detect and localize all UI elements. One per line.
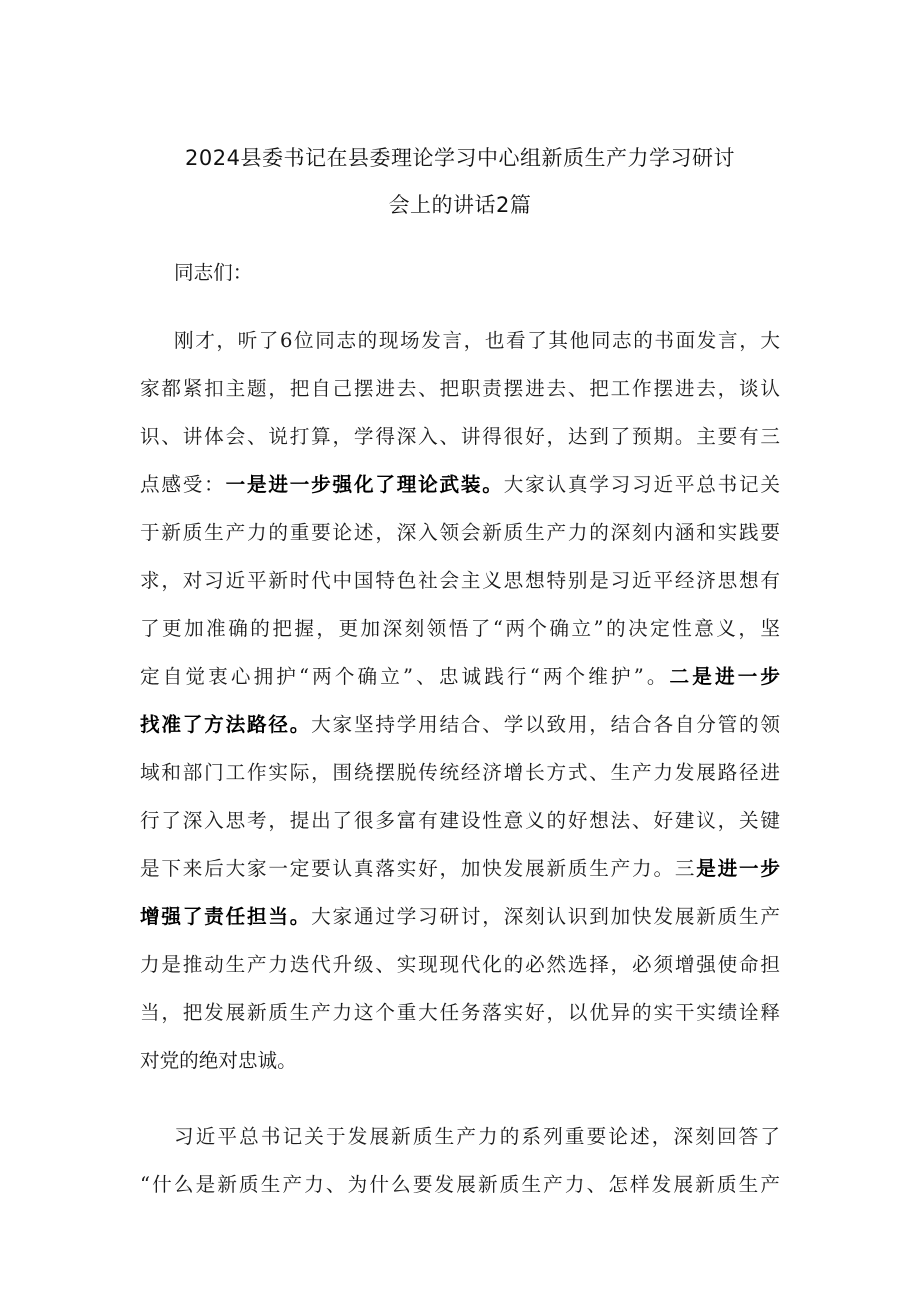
bold-point-1: 一是进一步强化了理论武装。	[225, 473, 504, 496]
paragraph-line: 刚才，听了6位同志的现场发言，也看了其他同志的书面发言，大	[174, 329, 780, 352]
text-run: 大家坚持学用结合、学以致用，结合各自分管的领	[311, 713, 781, 736]
paragraph-line: 对党的绝对忠诚。	[140, 1049, 297, 1072]
paragraph-line: 于新质生产力的重要论述，深入领会新质生产力的深刻内涵和实践要	[140, 521, 780, 544]
paragraph-line: 当，把发展新质生产力这个重大任务落实好，以优异的实干实绩诠释	[140, 1001, 780, 1024]
bold-point-3-end: 增强了责任担当。	[140, 905, 312, 928]
text-run: 点感受：	[140, 473, 226, 496]
paragraph-line: 识、讲体会、说打算，学得深入、讲得很好，达到了预期。主要有三	[140, 425, 780, 448]
paragraph-line: 习近平总书记关于发展新质生产力的系列重要论述，深刻回答了	[174, 1125, 780, 1148]
paragraph-line: 家都紧扣主题，把自己摆进去、把职责摆进去、把工作摆进去，谈认	[140, 377, 780, 400]
paragraph-line: 域和部门工作实际，围绕摆脱传统经济增长方式、生产力发展路径进	[140, 761, 780, 784]
bold-point-2-end: 找准了方法路径。	[140, 713, 312, 736]
paragraph-line: 了更加准确的把握，更加深刻领悟了“两个确立”的决定性意义，坚	[140, 617, 780, 640]
paragraph-line	[140, 662, 780, 692]
text-run: 是下来后大家一定要认真落实好，加快发展新质生产力。三	[140, 857, 697, 880]
text-run: 定自觉衷心拥护“两个确立”、忠诚践行“两个维护”。	[140, 665, 670, 688]
document-title-line-2: 会上的讲话2篇	[388, 193, 532, 217]
bold-point-3-start: 是进一步	[696, 857, 781, 880]
paragraph-line: 行了深入思考，提出了很多富有建设性意义的好想法、好建议，关键	[140, 809, 780, 832]
paragraph-line: 求，对习近平新时代中国特色社会主义思想特别是习近平经济思想有	[140, 569, 780, 592]
paragraph-line	[140, 902, 780, 932]
salutation: 同志们：	[174, 261, 253, 284]
paragraph-line	[140, 710, 780, 740]
paragraph-line: “什么是新质生产力、为什么要发展新质生产力、怎样发展新质生产	[140, 1173, 780, 1196]
document-title-line-1: 2024县委书记在县委理论学习中心组新质生产力学习研讨	[185, 146, 735, 170]
paragraph-line: 力是推动生产力迭代升级、实现现代化的必然选择，必须增强使命担	[140, 953, 780, 976]
paragraph-line	[140, 470, 780, 500]
bold-point-2-start: 二是进一步	[669, 665, 780, 688]
paragraph-line	[140, 854, 780, 884]
text-run: 大家认真学习习近平总书记关	[503, 473, 781, 496]
text-run: 大家通过学习研讨，深刻认识到加快发展新质生产	[311, 905, 781, 928]
